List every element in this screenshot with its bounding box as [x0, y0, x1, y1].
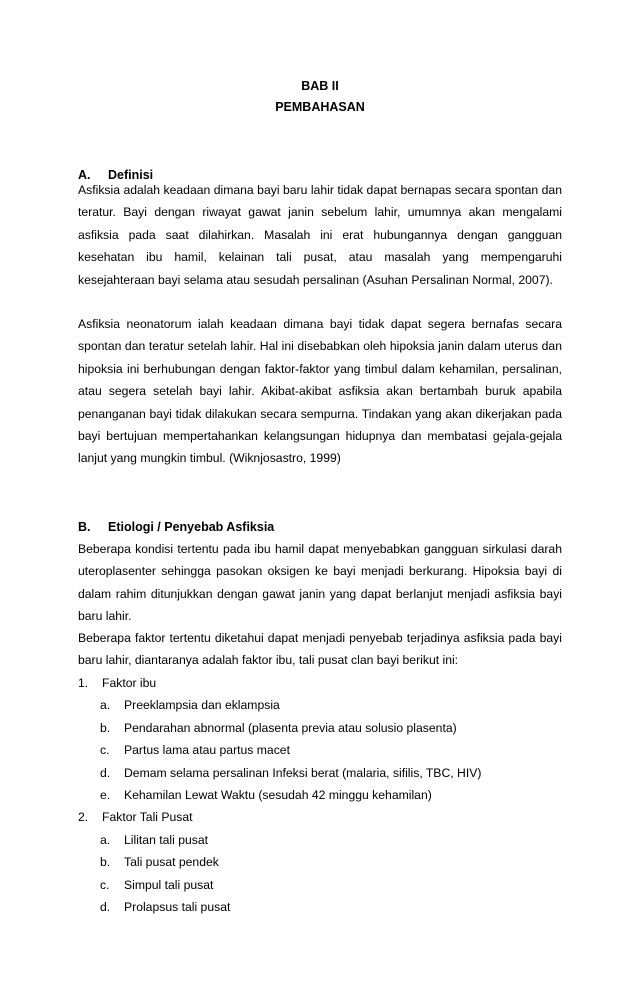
section-heading-etiologi [78, 519, 274, 535]
list-item-text: Kehamilan Lewat Waktu (sesudah 42 minggu kehamilan) [124, 788, 432, 803]
list-item [100, 896, 562, 918]
list-item-text: Preeklampsia dan eklampsia [124, 698, 280, 713]
list-item-text: Lilitan tali pusat [124, 832, 209, 847]
paragraph: Asfiksia neonatorum ialah keadaan dimana bayi tidak dapat segera bernafas secara spontan dan teratur setelah lahir. Hal ini disebabkan oleh hipoksia janin dalam uterus dan hipoksia ini berhubungan dengan faktor-faktor yang timbul dalam kehamilan, persalinan, atau segera setelah bayi lahir. Akibat-akibat asfiksia akan bertambah buruk apabila penanganan bayi tidak dilakukan secara sempurna. Tindakan yang akan dikerjakan pada bayi bertujuan mempertahankan kelangsungan hidupnya dan membatasi gejala-gejala lanjut yang mungkin timbul. (Wiknjosastro, 1999) [78, 317, 562, 466]
list-marker: a. [100, 832, 111, 847]
list-marker: d. [100, 765, 111, 780]
list-marker: c. [100, 743, 110, 758]
list-marker: 1. [78, 676, 89, 690]
list-item-text: Partus lama atau partus macet [124, 743, 290, 758]
page-title: PEMBAHASAN [275, 100, 365, 114]
list-marker: d. [100, 900, 111, 915]
list-item-text: Pendarahan abnormal (plasenta previa atau solusio plasenta) [124, 720, 457, 735]
section-title: Definisi [108, 168, 154, 182]
chapter-label: BAB II [301, 79, 339, 93]
section-number: A. [78, 168, 91, 182]
list-item [78, 672, 562, 806]
list-item-text: Demam selama persalinan Infeksi berat (malaria, sifilis, TBC, HIV) [124, 765, 482, 780]
factor-list [78, 672, 562, 918]
factor-label: Faktor ibu [102, 676, 157, 690]
list-item-text: Prolapsus tali pusat [124, 900, 231, 915]
list-marker: b. [100, 720, 111, 735]
list-item-text: Simpul tali pusat [124, 877, 214, 892]
section-number: B. [78, 520, 91, 534]
list-item [100, 762, 562, 784]
sub-list [78, 829, 562, 919]
list-item [100, 739, 562, 761]
list-marker: e. [100, 788, 111, 803]
list-item [100, 694, 562, 716]
list-marker: c. [100, 877, 110, 892]
list-item [100, 784, 562, 806]
sub-list [78, 694, 562, 806]
factor-label: Faktor Tali Pusat [102, 810, 193, 825]
list-item [100, 829, 562, 851]
section-title: Etiologi / Penyebab Asfiksia [108, 520, 275, 534]
list-item-text: Tali pusat pendek [124, 855, 219, 870]
list-item [100, 717, 562, 739]
list-item [100, 851, 562, 873]
paragraph: Asfiksia adalah keadaan dimana bayi baru lahir tidak dapat bernapas secara spontan dan teratur. Bayi dengan riwayat gawat janin sebelum lahir, umumnya akan mengalami asfiksia pada saat dilahirkan. Masalah ini erat hubungannya dengan gangguan kesehatan ibu hamil, kelainan tali pusat, atau masalah yang mempengaruhi kesejahteraan bayi selama atau sesudah persalinan (Asuhan Persalinan Normal, 2007). [78, 183, 562, 287]
list-item [100, 874, 562, 896]
list-marker: 2. [78, 810, 89, 825]
paragraph: Beberapa faktor tertentu diketahui dapat menjadi penyebab terjadinya asfiksia pada bayi baru lahir, diantaranya adalah faktor ibu, tali pusat clan bayi berikut ini: [78, 631, 562, 668]
list-item [78, 806, 562, 918]
paragraph: Beberapa kondisi tertentu pada ibu hamil dapat menyebabkan gangguan sirkulasi darah uteroplasenter sehingga pasokan oksigen ke bayi menjadi berkurang. Hipoksia bayi di dalam rahim ditunjukkan dengan gawat janin yang dapat berlanjut menjadi asfiksia bayi baru lahir. [78, 542, 562, 624]
list-marker: b. [100, 855, 111, 870]
list-marker: a. [100, 698, 111, 713]
